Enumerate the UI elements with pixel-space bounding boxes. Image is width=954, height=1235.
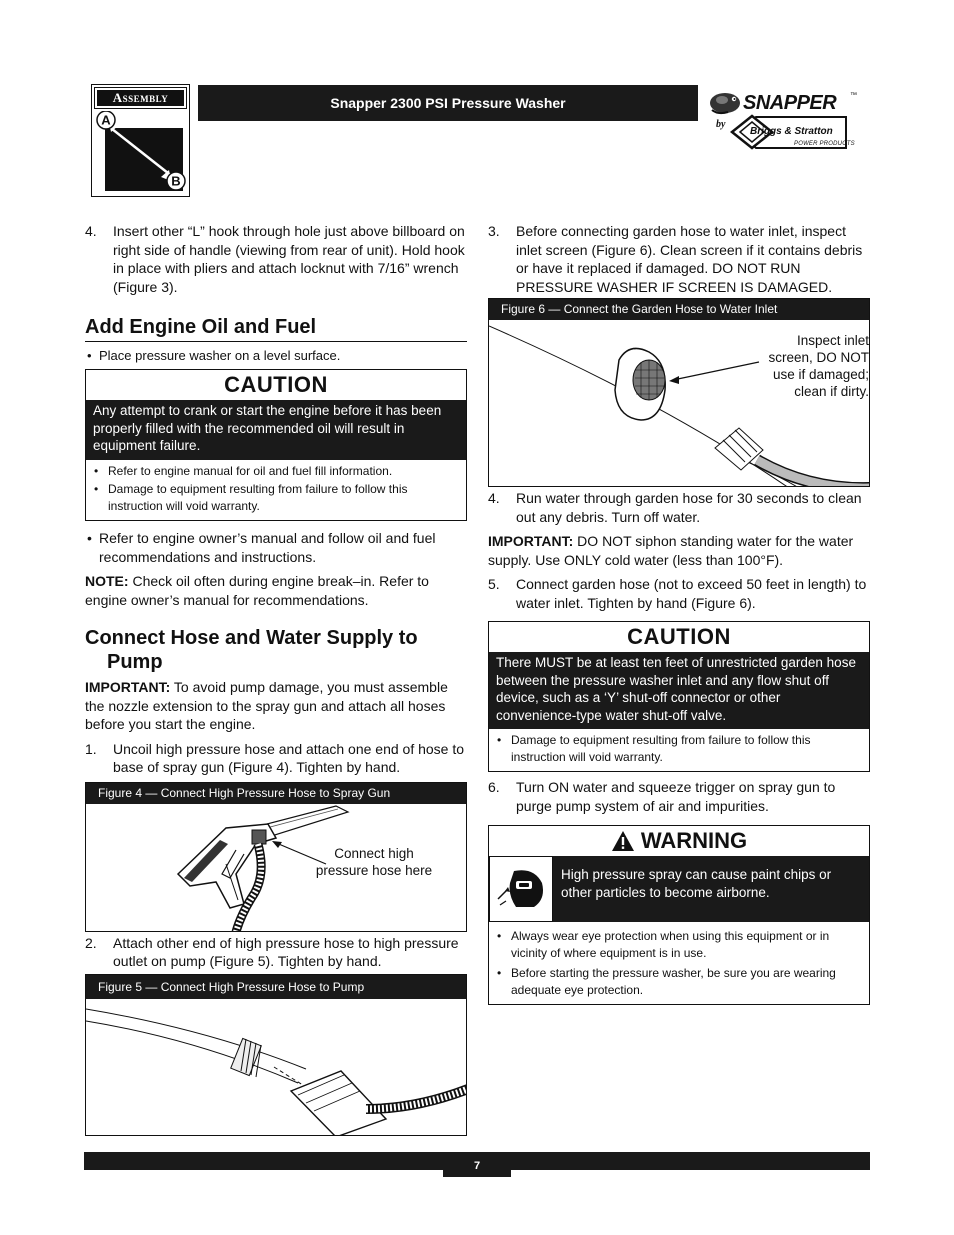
note-text: Check oil often during engine break–in. Refer to engine owner’s manual for recommendations. xyxy=(85,573,429,608)
important-text: To avoid pump damage, you must assemble the nozzle extension to the spray gun and attach all hoses before you start the engine. xyxy=(85,679,448,732)
warning-message: High pressure spray can cause paint chips or other particles to become airborne. xyxy=(561,867,832,900)
warning-triangle-icon xyxy=(611,830,635,852)
note-paragraph xyxy=(85,572,467,609)
figure-6-callout: Inspect inlet screen, DO NOT use if damaged; clean if dirty. xyxy=(768,333,869,399)
caution-box-hose xyxy=(488,621,870,772)
caution-bullet: • Refer to engine manual for oil and fuel fill information. xyxy=(94,463,458,480)
step-2-attach-pump xyxy=(85,934,467,971)
heading-connect-hose: Connect Hose and Water Supply to Pump xyxy=(85,627,418,673)
important-label: IMPORTANT: xyxy=(488,533,574,549)
document-title: Snapper 2300 PSI Pressure Washer xyxy=(198,85,698,121)
oil-bullet-owners-manual: • Refer to engine owner’s manual and follow oil and fuel recommendations and instructions. xyxy=(85,529,467,566)
warning-box-eye-protection xyxy=(488,825,870,1005)
step-text: Attach other end of high pressure hose to high pressure outlet on pump (Figure 5). Tighten by hand. xyxy=(113,934,459,969)
step-number: 4. xyxy=(488,490,500,506)
step-number: 3. xyxy=(488,223,500,239)
diagram-point-b: B xyxy=(171,173,181,189)
snapper-briggs-logo xyxy=(706,86,866,166)
assembly-section-badge xyxy=(91,84,190,197)
step-text: Turn ON water and squeeze trigger on spray gun to purge pump system of air and impurities. xyxy=(516,779,836,814)
caution-title: CAUTION xyxy=(224,372,328,397)
caution-bullets xyxy=(489,729,869,771)
power-products-text: POWER PRODUCTS xyxy=(794,141,855,147)
step-text: Before connecting garden hose to water inlet, inspect inlet screen (Figure 6). Clean screen if it contains debris or have it replaced if damaged. DO NOT RUN PRESSURE WASHER IF SCREEN IS DAMAGED. xyxy=(516,223,863,295)
step-number: 4. xyxy=(85,223,97,239)
warning-bullets xyxy=(489,922,869,1004)
figure-6-water-inlet xyxy=(488,298,870,487)
warning-bullet: • Before starting the pressure washer, be sure you are wearing adequate eye protection. xyxy=(497,965,861,998)
step-text: Connect garden hose (not to exceed 50 feet in length) to water inlet. Tighten by hand (Figure 6). xyxy=(516,576,867,611)
important-label: IMPORTANT: xyxy=(85,679,171,695)
heading-add-engine-oil: Add Engine Oil and Fuel xyxy=(85,315,467,342)
note-label: NOTE: xyxy=(85,573,129,589)
figure-4-callout: Connect high pressure hose here xyxy=(315,845,433,878)
step-3-inspect-screen xyxy=(488,222,870,296)
warning-title: WARNING xyxy=(640,828,748,853)
caution-bullet: • Damage to equipment resulting from failure to follow this instruction will void warranty. xyxy=(94,481,458,514)
figure-caption: Figure 4 — Connect High Pressure Hose to Spray Gun xyxy=(86,783,466,804)
step-text: Uncoil high pressure hose and attach one end of hose to base of spray gun (Figure 4). Tighten by hand. xyxy=(113,740,465,775)
step-text: Insert other “L” hook through hole just above billboard on right side of handle (viewing from rear of unit). Hold hook in place with pliers and attach locknut with 7/16” wrench (Figure 3). xyxy=(113,223,465,295)
trademark-mark: ™ xyxy=(850,92,857,99)
figure-caption: Figure 5 — Connect High Pressure Hose to Pump xyxy=(86,975,466,999)
caution-message: There MUST be at least ten feet of unrestricted garden hose between the pressure washer inlet and any flow shut off device, such as a ‘Y’ shut-off connector or other convenience-type water shut-off valve. xyxy=(489,652,869,729)
step-6-purge-air xyxy=(488,778,870,815)
warning-message-row xyxy=(489,856,869,922)
caution-bullets xyxy=(86,460,466,521)
right-column xyxy=(488,220,870,1005)
step-4-hook xyxy=(85,222,467,296)
oil-bullet-level-surface: • Place pressure washer on a level surface. xyxy=(85,347,467,364)
step-1-uncoil-hose xyxy=(85,740,467,777)
step-text: Run water through garden hose for 30 seconds to clean out any debris. Turn off water. xyxy=(516,490,862,525)
caution-title: CAUTION xyxy=(627,624,731,649)
step-number: 1. xyxy=(85,740,97,757)
step-4-run-water xyxy=(488,489,870,526)
important-text: DO NOT siphon standing water for the water supply. Use ONLY cold water (less than 100°F). xyxy=(488,533,854,568)
step-number: 2. xyxy=(85,934,97,951)
assembly-label: Assembly xyxy=(95,88,186,108)
figure-4-spray-gun xyxy=(85,782,467,932)
diagram-point-a: A xyxy=(101,112,111,128)
step-number: 5. xyxy=(488,576,500,592)
warning-bullet: • Always wear eye protection when using this equipment or in vicinity of where equipment is in use. xyxy=(497,928,861,961)
important-paragraph xyxy=(85,678,467,734)
warning-header xyxy=(489,826,869,856)
caution-message: Any attempt to crank or start the engine before it has been properly filled with the recommended oil will result in equipment failure. xyxy=(86,400,466,460)
eye-protection-icon xyxy=(489,856,553,922)
caution-box-oil xyxy=(85,369,467,521)
briggs-diamond-icon xyxy=(728,114,848,164)
assembly-a-to-b-diagram xyxy=(95,111,188,194)
caution-bullet: • Damage to equipment resulting from failure to follow this instruction will void warranty. xyxy=(497,732,861,765)
step-5-connect-garden-hose xyxy=(488,575,870,612)
important-paragraph xyxy=(488,532,870,569)
pump-hose-illustration xyxy=(86,999,467,1136)
page-number: 7 xyxy=(443,1152,511,1177)
figure-5-pump xyxy=(85,974,467,1136)
snapper-wordmark: SNAPPER xyxy=(743,92,837,114)
snapper-turtle-icon xyxy=(708,90,744,116)
logo-by-text: by xyxy=(716,119,726,130)
left-column xyxy=(85,220,467,1136)
figure-caption: Figure 6 — Connect the Garden Hose to Water Inlet xyxy=(489,299,869,320)
step-number: 6. xyxy=(488,779,500,795)
briggs-wordmark: Briggs & Stratton xyxy=(750,126,833,137)
